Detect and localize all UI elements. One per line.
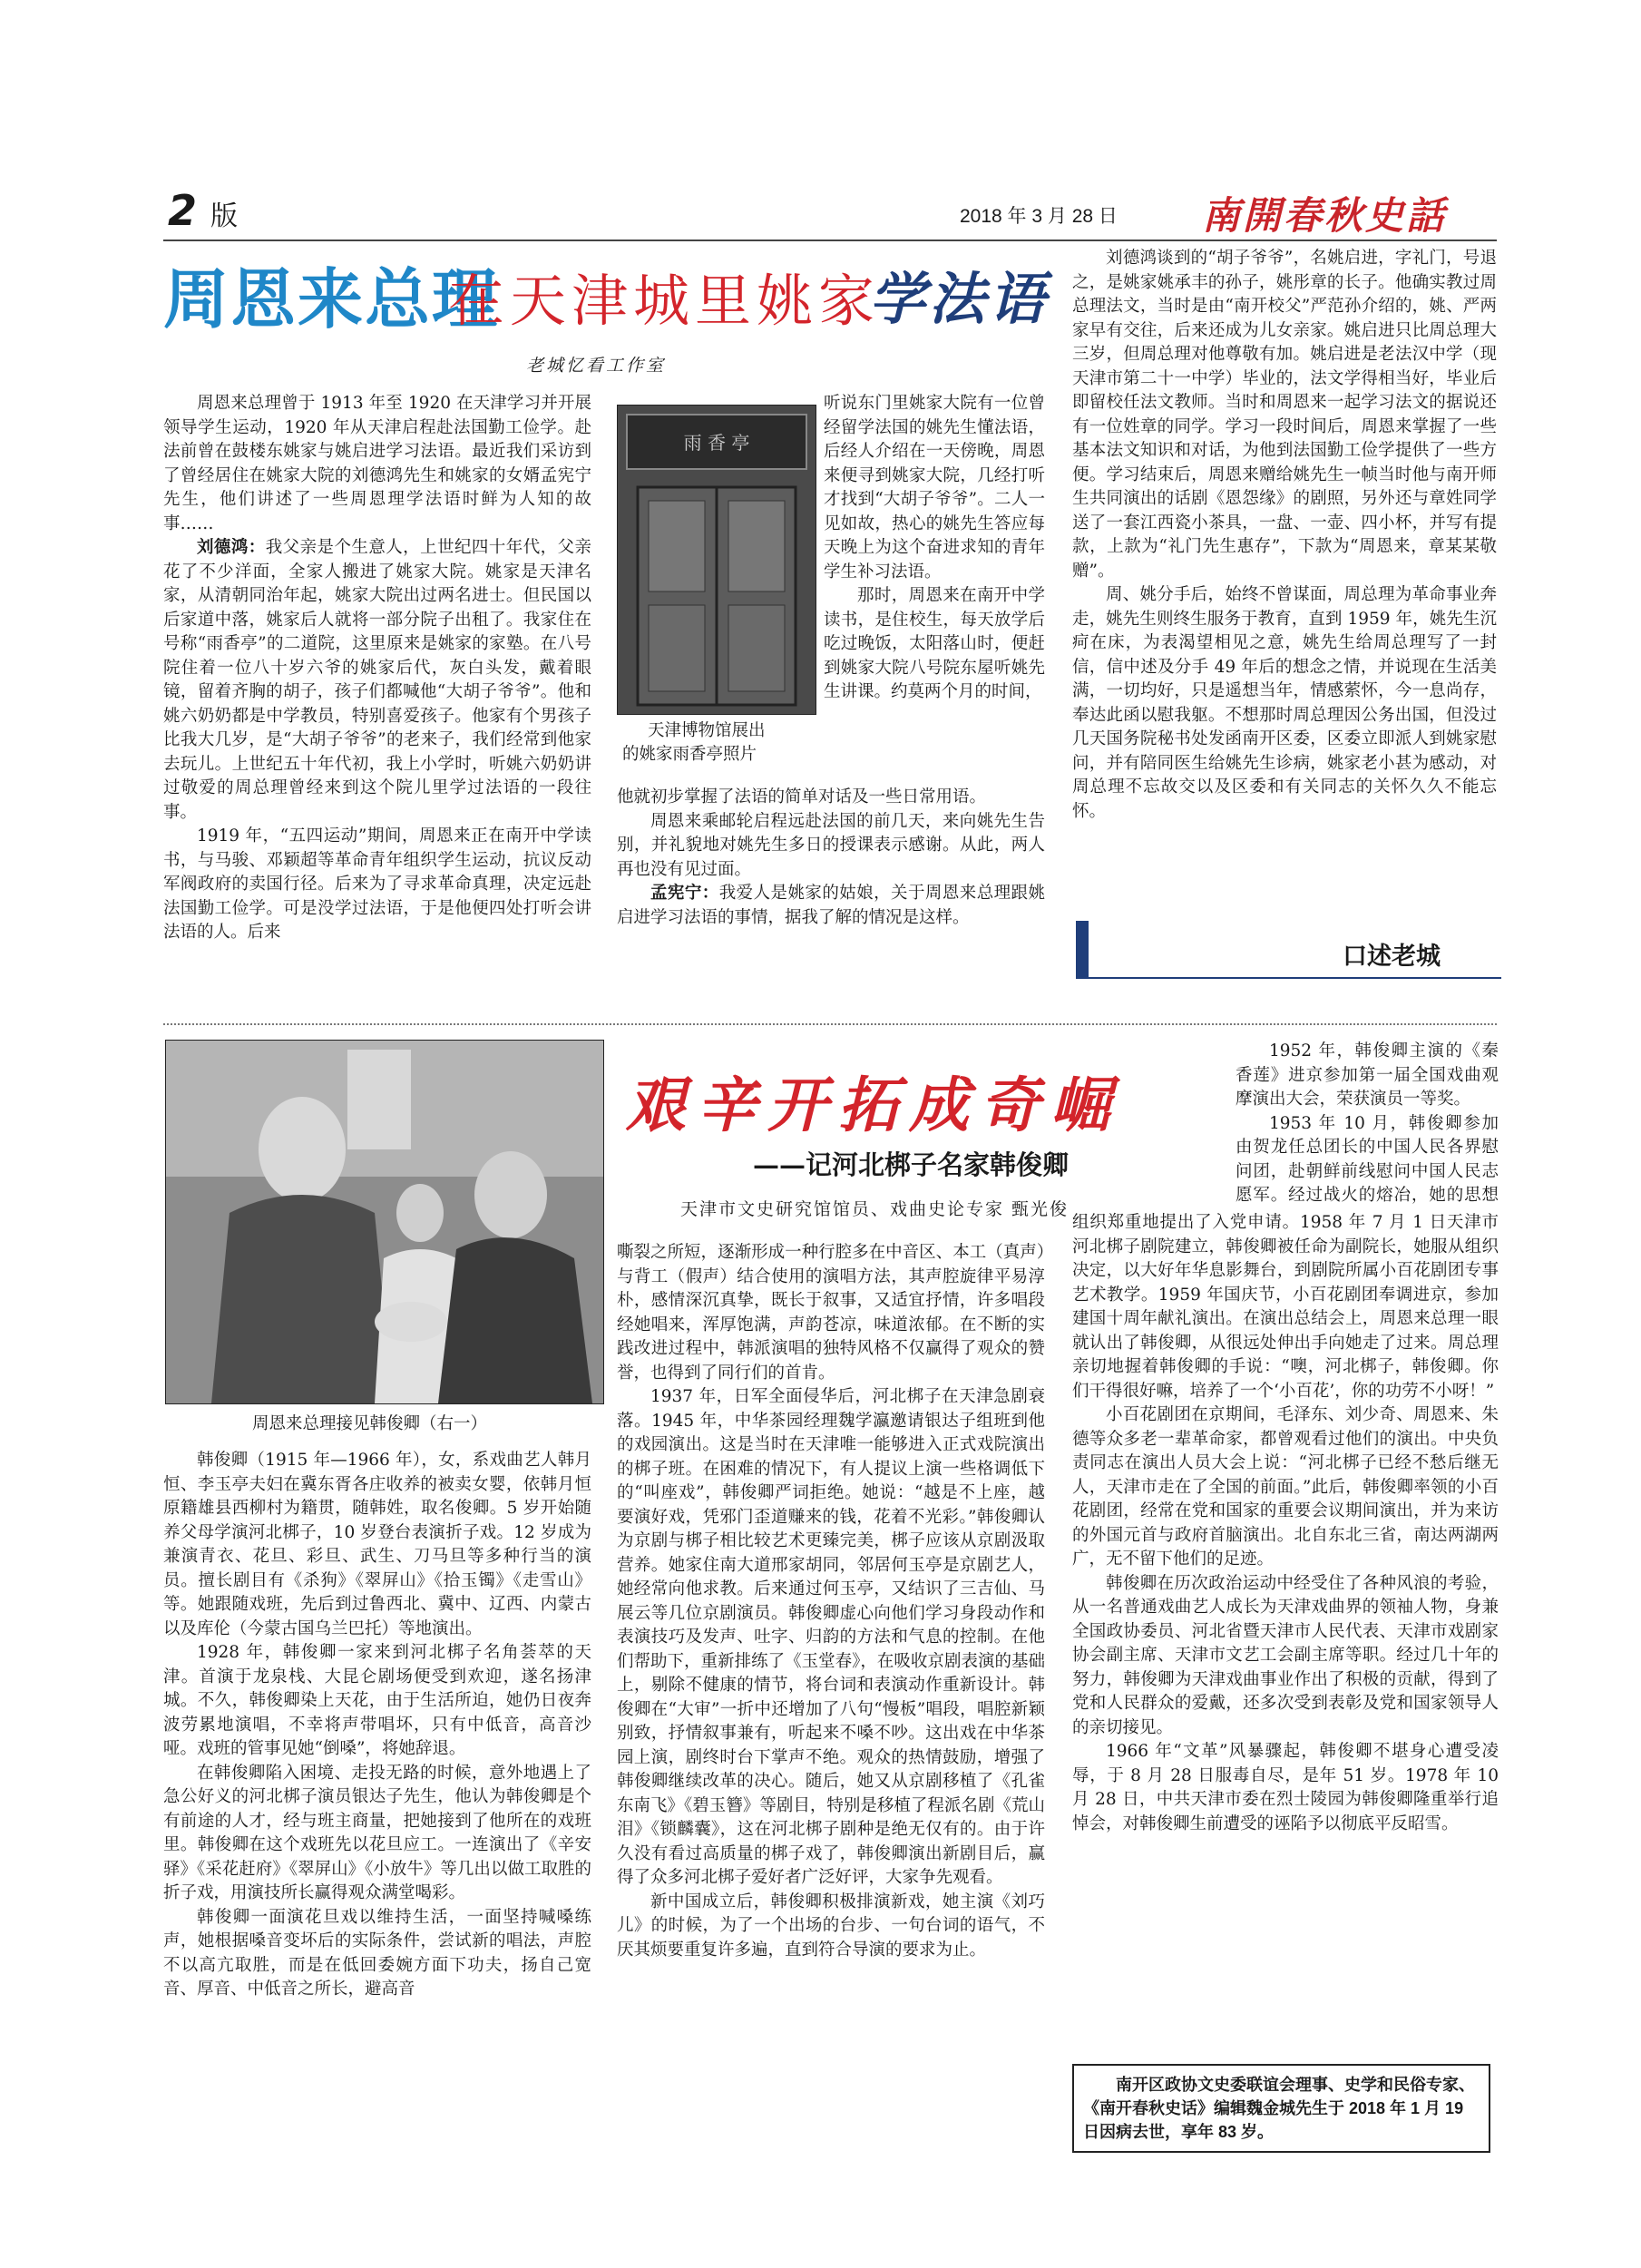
- paragraph: [163, 1449, 591, 1641]
- paragraph: [617, 810, 1045, 883]
- paragraph: [163, 1906, 591, 2002]
- article1-column-1: [163, 392, 591, 1011]
- paragraph: [617, 1891, 1045, 1963]
- paragraph: [824, 584, 1045, 705]
- paragraph-text: 嘶裂之所短，逐渐形成一种行腔多在中音区、本工（真声）与背工（假声）结合使用的演唱方法，其声腔旋律平易淳朴，感情深沉真挚，既长于叙事，又适宜抒情，许多唱段经她唱来，浑厚饱满，声韵苍凉，味道浓郁。在不断的实践改进过程中，韩派演唱的独特风格不仅赢得了观众的赞誉，也得到了同行们的首肯。: [617, 1243, 1045, 1383]
- paragraph-text: 听说东门里姚家大院有一位曾经留学法国的姚先生懂法语，后经人介绍在一天傍晚，周恩来便寻到姚家大院，几经打听才找到“大胡子爷爷”。二人一见如故，热心的姚先生答应每天晚上为这个奋进求知的青年学生补习法语。: [824, 394, 1045, 582]
- article2-byline: 天津市文史研究馆馆员、戏曲史论专家 甄光俊: [680, 1199, 1070, 1219]
- paragraph: [617, 1241, 1045, 1385]
- paragraph-text: 1937 年，日军全面侵华后，河北梆子在天津急剧衰落。1945 年，中华茶园经理魏学瀛邀请银达子组班到他的戏园演出。这是当时在天津唯一能够进入正式戏院演出的梆子班。在困难的情况下，有人提议上演一些格调低下的“叫座戏”，韩俊卿严词拒绝。她说：“越是不上座，越要演好戏，凭邪门歪道赚来的钱，花着不光彩。”韩俊卿认为京剧与梆子相比较艺术更臻完美，梆子应该从京剧汲取营养。她家住南大道邢家胡同，邻居何玉亭是京剧艺人，她经常向他求教。后来通过何玉亭，又结识了三吉仙、马展云等几位京剧演员。韩俊卿虚心向他们学习身段动作和表演技巧及发声、吐字、归韵的方法和气息的控制。在他们帮助下，重新排练了《玉堂春》，在吸收京剧表演的基础上，剔除不健康的情节，将台词和表演动作重新设计。韩俊卿在“大审”一折中还增加了八句“慢板”唱段，唱腔新颖别致，抒情叙事兼有，听起来不嗓不吵。这出戏在中华茶园上演，剧终时台下掌声不绝。观众的热情鼓励，增强了韩俊卿继续改革的决心。随后，她又从京剧移植了《孔雀东南飞》《碧玉簪》等剧目，特别是移植了程派名剧《荒山泪》《锁麟囊》，这在河北梆子剧种是绝无仅有的。由于许久没有看过高质量的梆子戏了，韩俊卿演出新剧目后，赢得了众多河北梆子爱好者广泛好评，大家争先观看。: [617, 1387, 1045, 1887]
- article2-column-3-bottom: [1072, 1211, 1499, 2055]
- paragraph: [163, 1762, 591, 1906]
- paragraph: [1072, 247, 1497, 583]
- speaker-label: 刘德鸿：: [197, 538, 266, 557]
- paragraph-text: 韩俊卿（1915 年—1966 年），女，系戏曲艺人韩月恒、李玉亭夫妇在冀东胥各庄收养的被卖女婴，依韩月恒原籍雄县西柳村为籍贯，随韩姓，取名俊卿。5 岁开始随养父母学演河北梆子，10 岁登台表演折子戏。12 岁成为兼演青衣、花旦、彩旦、武生、刀马旦等多种行当的演员。擅长剧目有《杀狗》《翠屏山》《拾玉镯》《走雪山》等。她跟随戏班，先后到过鲁西北、冀中、辽西、内蒙古以及库伦（今蒙古国乌兰巴托）等地演出。: [163, 1451, 591, 1638]
- caption-line-2: 的姚家雨香亭照片: [622, 744, 757, 763]
- paragraph-text: 组织郑重地提出了入党申请。1958 年 7 月 1 日天津市河北梆子剧院建立，韩俊卿被任命为副院长，她服从组织决定，以大好年华息影舞台，到剧院所属小百花剧团专事艺术教学。1959 年国庆节，小百花剧团奉调进京，参加建国十周年献礼演出。在演出总结会上，周恩来总理一眼就认出了韩俊卿，从很远处伸出手向她走了过来。周总理亲切地握着韩俊卿的手说：“噢，河北梆子，韩俊卿。你们干得很好嘛，培养了一个‘小百花’，你的功劳不小呀！”: [1072, 1213, 1499, 1401]
- photo-sign-text: 雨 香 亭: [683, 432, 750, 454]
- paragraph-text: 小百花剧团在京期间，毛泽东、刘少奇、周恩来、朱德等众多老一辈革命家，都曾观看过他们的演出。中央负责同志在演出人员大会上说：“河北梆子已经不愁后继无人，天津市走在了全国的前面。”此后，韩俊卿率领的小百花剧团，经常在党和国家的重要会议期间演出，并为来访的外国元首与政府首脑演出。北自东北三省，南达两湖两广，无不留下他们的足迹。: [1072, 1405, 1499, 1569]
- paragraph: [1236, 1040, 1499, 1112]
- issue-date: 2018 年 3 月 28 日: [960, 206, 1118, 227]
- article-separator: [163, 1023, 1497, 1025]
- article2-subtitle: ——记河北梆子名家韩俊卿: [753, 1149, 1070, 1180]
- caption-line-1: 天津博物馆展出: [648, 720, 766, 739]
- paragraph: [1072, 1740, 1499, 1836]
- masthead: 南開春秋史話: [1202, 193, 1448, 238]
- paragraph: [163, 392, 591, 536]
- paragraph-text: 韩俊卿一面演花旦戏以维持生活，一面坚持喊嗓练声，她根据嗓音变坏后的实际条件，尝试新的唱法，声腔不以高亢取胜，而是在低回委婉方面下功夫，扬自己宽音、厚音、中低音之所长，避高音: [163, 1907, 591, 1999]
- paragraph-text: 韩俊卿在历次政治运动中经受住了各种风浪的考验，从一名普通戏曲艺人成长为天津戏曲界的领袖人物，身兼全国政协委员、河北省暨天津市人民代表、天津市戏剧家协会副主席、天津市文艺工会副主席等职。经过几十年的努力，韩俊卿为天津戏曲事业作出了积极的贡献，得到了党和人民群众的爱戴，还多次受到表彰及党和国家领导人的亲切接见。: [1072, 1573, 1499, 1737]
- paragraph: [1072, 1211, 1499, 1403]
- yuxiangting-photo-caption: [622, 719, 813, 766]
- paragraph-text: 周恩来总理曾于 1913 年至 1920 在天津学习并开展领导学生运动，1920 年从天津启程赴法国勤工俭学。赴法前曾在鼓楼东姚家与姚启进学习法语。最近我们采访到了曾经居住在姚家大院的刘德鸿先生和姚家的女婿孟宪宁先生，他们讲述了一些周恩理学法语时鲜为人知的故事……: [163, 394, 591, 533]
- paragraph-text: 他就初步掌握了法语的简单对话及一些日常用语。: [617, 787, 987, 807]
- article1-title-part2: 在天津城里姚家: [448, 268, 881, 334]
- article1-column-3: [1072, 247, 1497, 918]
- paragraph-text: 1953 年 10 月，韩俊卿参加由贺龙任总团长的中国人民各界慰问团，赴朝鲜前线慰问中国人民志愿军。经过战火的熔冶，她的思想: [1236, 1113, 1499, 1205]
- page-number-suffix: 版: [210, 200, 238, 232]
- article1-title-part1: 周恩来总理: [163, 261, 500, 337]
- zhou-enlai-han-junqing-photo: [165, 1040, 604, 1404]
- paragraph: [617, 882, 1045, 930]
- yuxiangting-photo: [617, 405, 816, 715]
- article2-title: 艰辛开拓成奇崛: [626, 1070, 1121, 1140]
- paragraph: [1236, 1112, 1499, 1208]
- paragraph-text: 1919 年，“五四运动”期间，周恩来正在南开中学读书，与马骏、邓颖超等革命青年组织学生运动，抗议反动军阀政府的卖国行径。后来为了寻求革命真理，决定远赴法国勤工俭学。可是没学过法语，于是他便四处打听会讲法语的人。后来: [163, 826, 591, 942]
- header-rule: [163, 240, 1497, 241]
- article2-column-3-top: [1236, 1040, 1499, 1207]
- article2-column-2: [617, 1241, 1045, 2116]
- article2-column-1: [163, 1449, 591, 2116]
- paragraph: [1072, 583, 1497, 824]
- paragraph-text: 在韩俊卿陷入困境、走投无路的时候，意外地遇上了急公好义的河北梆子演员银达子先生，他认为韩俊卿是个有前途的人才，经与班主商量，把她接到了他所在的戏班里。韩俊卿在这个戏班先以花旦应工。一连演出了《辛安驿》《采花赶府》《翠屏山》《小放牛》等几出以做工取胜的折子戏，用演技所长赢得观众满堂喝彩。: [163, 1763, 591, 1902]
- paragraph-text: 周、姚分手后，始终不曾谋面，周总理为革命事业奔走，姚先生则终生服务于教育，直到 1959 年，姚先生沉疴在床，为表渴望相见之意，姚先生给周总理写了一封信，信中述及分手 49 年后的想念之情，并说现在生活美满，一切均好，只是遥想当年，情感萦怀，今一息尚存，奉达此函以慰我躯。不想那时周总理因公务出国，但没过几天国务院秘书处发函南开区委，区委立即派人到姚家慰问，并有陪同医生给姚先生诊病，姚家老小甚为感动，对周总理不忘故交以及区委和有关同志的关怀久久不能忘怀。: [1072, 585, 1497, 821]
- paragraph-text: 1928 年，韩俊卿一家来到河北梆子名角荟萃的天津。首演于龙泉栈、大昆仑剧场便受到欢迎，遂名扬津城。不久，韩俊卿染上天花，由于生活所迫，她仍日夜奔波劳累地演唱，不幸将声带唱坏，只有中低音，高音沙哑。戏班的管事见她“倒嗓”，将她辞退。: [163, 1643, 591, 1758]
- paragraph: [1072, 1403, 1499, 1572]
- page-number: 2: [168, 186, 198, 235]
- paragraph: [163, 536, 591, 825]
- paragraph: [163, 1641, 591, 1762]
- article1-title-part3: 学法语: [869, 266, 1050, 332]
- paragraph-text: 新中国成立后，韩俊卿积极排演新戏，她主演《刘巧儿》的时候，为了一个出场的台步、一句台词的语气，不厌其烦要重复许多遍，直到符合导演的要求为止。: [617, 1892, 1045, 1960]
- paragraph-text: 我爱人是姚家的姑娘，关于周恩来总理跟姚启进学习法语的事情，据我了解的情况是这样。: [617, 884, 1045, 927]
- paragraph: [1072, 1572, 1499, 1741]
- article1-column-2-top: [824, 392, 1045, 782]
- paragraph-text: 1952 年，韩俊卿主演的《秦香莲》进京参加第一届全国戏曲观摩演出大会，荣获演员一等奖。: [1236, 1041, 1499, 1109]
- speaker-label: 孟宪宁：: [650, 884, 719, 903]
- paragraph-text: 1966 年“文革”风暴骤起，韩俊卿不堪身心遭受凌辱，于 8 月 28 日服毒自尽，是年 51 岁。1978 年 10 月 28 日，中共天津市委在烈士陵园为韩俊卿隆重举行追悼会，对韩俊卿生前遭受的诬陷予以彻底平反昭雪。: [1072, 1742, 1499, 1833]
- paragraph-text: 我父亲是个生意人，上世纪四十年代，父亲花了不少洋面，全家人搬进了姚家大院。姚家是天津名家，从清朝同治年起，姚家大院出过两名进士。但民国以后家道中落，姚家后人就将一部分院子出租了。我家住在号称“雨香亭”的二道院，这里原来是姚家的家塾。在八号院住着一位八十岁六爷的姚家后代，灰白头发，戴着眼镜，留着齐胸的胡子，孩子们都喊他“大胡子爷爷”。他和姚六奶奶都是中学教员，特别喜爱孩子。他家有个男孩子比我大几岁，是“大胡子爷爷”的老来子，我们经常到他家去玩儿。上世纪五十年代初，我上小学时，听姚六奶奶讲过敬爱的周总理曾经来到这个院儿里学过法语的一段往事。: [163, 538, 591, 822]
- paragraph-text: 周恩来乘邮轮启程远赴法国的前几天，来向姚先生告别，并礼貌地对姚先生多日的授课表示感谢。从此，两人再也没有见过面。: [617, 811, 1045, 879]
- paragraph: [617, 786, 1045, 810]
- paragraph-text: 刘德鸿谈到的“胡子爷爷”，名姚启进，字礼门，号退之，是姚家姚承丰的孙子，姚彤章的长子。他确实教过周总理法文，当时是由“南开校父”严范孙介绍的，姚、严两家早有交往，后来还成为儿女亲家。姚启进只比周总理大三岁，但周总理对他尊敬有加。姚启进是老法汉中学（现天津市第二十一中学）毕业的，法文学得相当好，毕业后即留校任法文教师。当时和周恩来一起学习法文的据说还有一位姓章的同学。学习一段时间后，周恩来掌握了一些基本法文知识和对话，为他到法国勤工俭学提供了一些方便。学习结束后，周恩来赠给姚先生一帧当时他与南开师生共同演出的话剧《恩怨缘》的剧照，另外还与章姓同学送了一套江西瓷小茶具，一盘、一壶、四小杯，并写有提款，上款为“礼门先生惠存”，下款为“周恩来，章某某敬赠”。: [1072, 249, 1497, 581]
- paragraph: [617, 1385, 1045, 1891]
- obituary-notice: 南开区政协文史委联谊会理事、史学和民俗专家、《南开春秋史话》编辑魏金城先生于 2018 年 1 月 19 日因病去世，享年 83 岁。: [1072, 2064, 1490, 2153]
- article1-byline: 老城忆看工作室: [526, 356, 667, 376]
- yuxiangting-photo-drawing: [618, 406, 816, 714]
- paragraph-text: 那时，周恩来在南开中学读书，是住校生，每天放学后吃过晚饭，太阳落山时，便赶到姚家大院八号院东屋听姚先生讲课。约莫两个月的时间，: [824, 586, 1045, 701]
- zhou-enlai-han-junqing-photo-drawing: [166, 1041, 603, 1403]
- article1-column-2-bottom: [617, 786, 1045, 1012]
- paragraph: [163, 825, 591, 945]
- zhou-han-photo-caption: 周恩来总理接见韩俊卿（右一）: [252, 1413, 488, 1432]
- section-label: 口述老城: [1343, 943, 1441, 971]
- paragraph: [824, 392, 1045, 584]
